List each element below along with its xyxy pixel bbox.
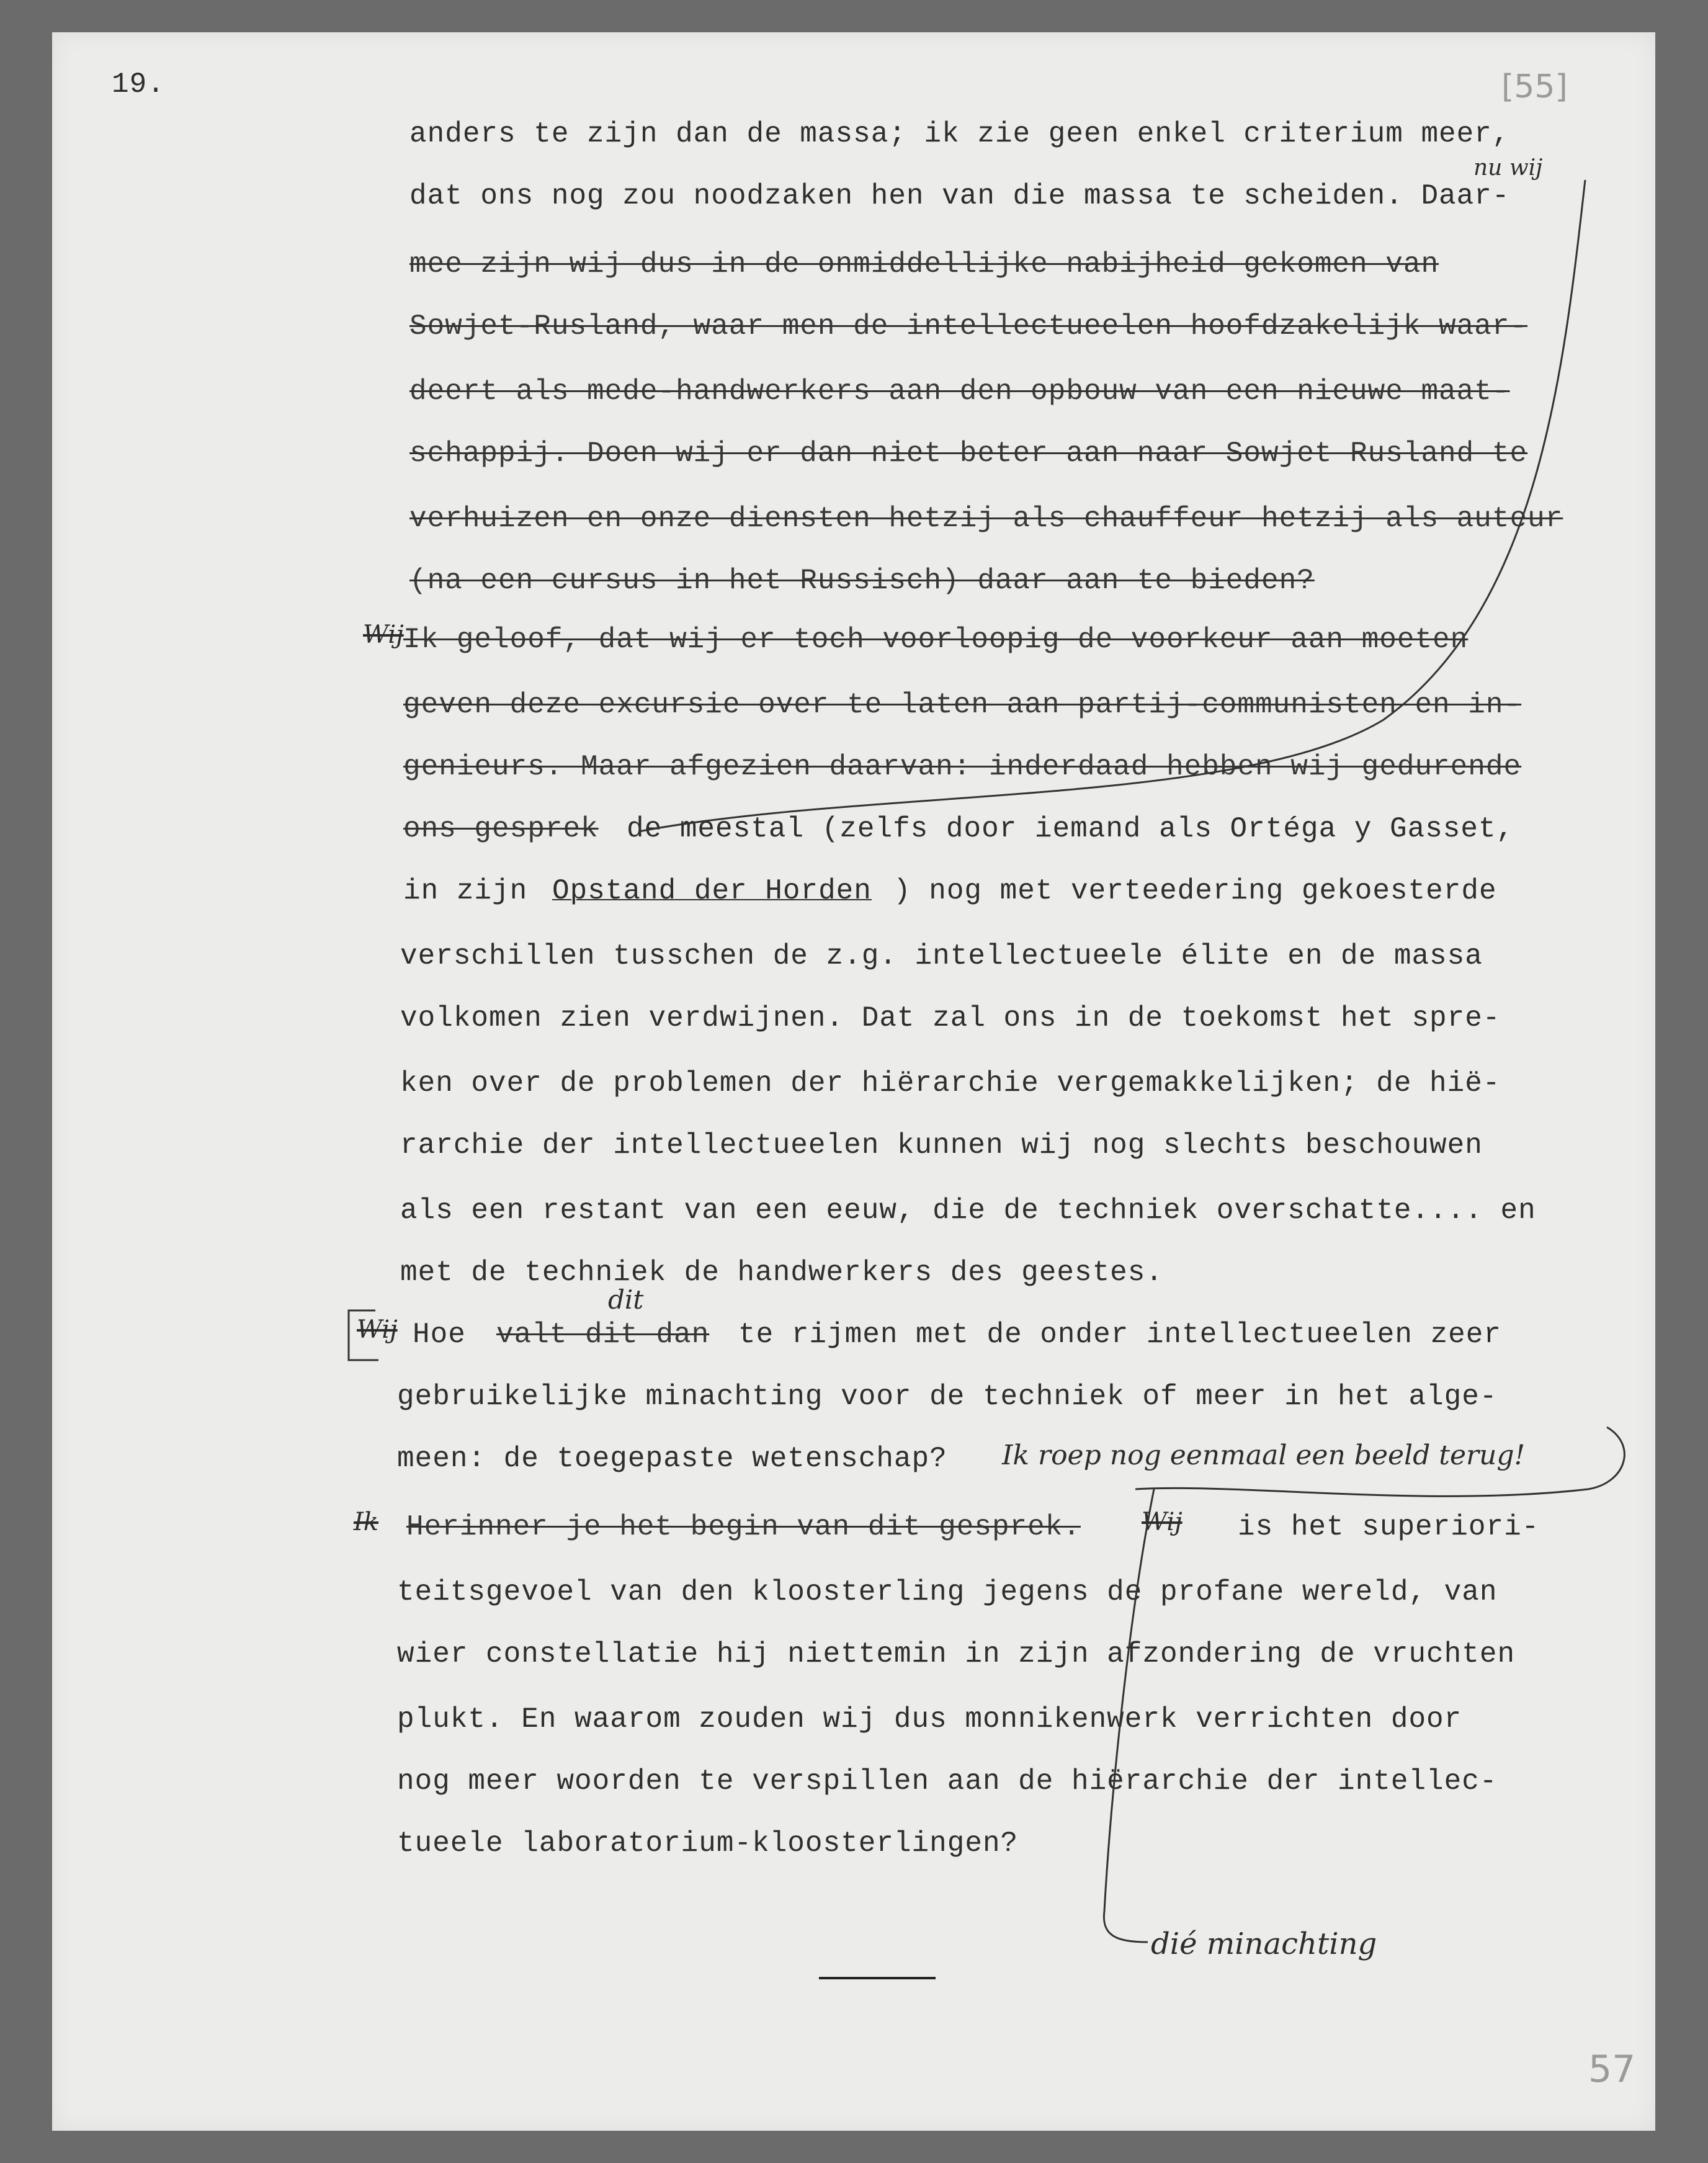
- text-line-12b: de meestal (zelfs door iemand als Ortéga y Gasset,: [627, 813, 1514, 845]
- text-line-20c: te rijmen met de onder intellectueelen zeer: [738, 1319, 1501, 1351]
- text-line-4-struck: Sowjet-Rusland, waar men de intellectueelen hoofdzakelijk waar-: [409, 310, 1528, 343]
- text-line-19: met de techniek de handwerkers des geestes.: [400, 1256, 1163, 1289]
- text-line-10-struck: geven deze excursie over te laten aan partij-communisten en in-: [403, 689, 1522, 721]
- text-line-22: meen: de toegepaste wetenschap?: [397, 1443, 947, 1475]
- annotation-nu-wij: nu wij: [1473, 155, 1543, 181]
- text-line-7-struck: verhuizen en onze diensten hetzij als chauffeur hetzij als auteur: [409, 503, 1563, 535]
- text-line-26: plukt. En waarom zouden wij dus monnikenwerk verrichten door: [397, 1703, 1462, 1735]
- text-line-27: nog meer woorden te verspillen aan de hiërarchie der intellec-: [397, 1765, 1498, 1798]
- text-line-15: volkomen zien verdwijnen. Dat zal ons in de toekomst het spre-: [400, 1002, 1501, 1034]
- text-line-21: gebruikelijke minachting voor de techniek of meer in het alge-: [397, 1381, 1498, 1413]
- text-line-3-struck: mee zijn wij dus in de onmiddellijke nabijheid gekomen van: [409, 248, 1439, 280]
- page-number: 19.: [112, 68, 165, 101]
- annotation-roep-terug: Ik roep nog eenmaal een beeld terug!: [1002, 1440, 1526, 1471]
- margin-mark-wij: Wij: [363, 620, 404, 649]
- text-line-23a-struck: Herinner je het begin van dit gesprek.: [406, 1511, 1081, 1543]
- annotation-dit: dit: [608, 1284, 644, 1315]
- text-line-20b-struck: valt dit dan: [496, 1319, 710, 1351]
- text-line-11-struck: genieurs. Maar afgezien daarvan: inderdaad hebben wij gedurende: [403, 751, 1522, 783]
- book-title-underlined: Opstand der Horden: [552, 875, 872, 907]
- text-line-5-struck: deert als mede-handwerkers aan den opbouw van een nieuwe maat-: [409, 375, 1510, 408]
- annotation-die-minachting: dié minachting: [1151, 1927, 1377, 1961]
- text-line-16: ken over de problemen der hiërarchie vergemakkelijken; de hië-: [400, 1067, 1501, 1099]
- text-line-6-struck: schappij. Doen wij er dan niet beter aan naar Sowjet Rusland te: [409, 437, 1528, 470]
- text-line-28: tueele laboratorium-kloosterlingen?: [397, 1827, 1019, 1860]
- text-line-1: anders te zijn dan de massa; ik zie geen enkel criterium meer,: [409, 118, 1510, 150]
- text-line-9-struck: Ik geloof, dat wij er toch voorloopig de voorkeur aan moeten: [403, 624, 1469, 656]
- text-line-17: rarchie der intellectueelen kunnen wij nog slechts beschouwen: [400, 1129, 1483, 1162]
- text-line-12a-struck: ons gesprek: [403, 813, 599, 845]
- text-line-8-struck: (na een cursus in het Russisch) daar aan te bieden?: [409, 565, 1315, 597]
- text-line-2: dat ons nog zou noodzaken hen van die massa te scheiden. Daar-: [409, 180, 1510, 212]
- text-line-18: als een restant van een eeuw, die de techniek overschatte.... en: [400, 1194, 1536, 1227]
- text-line-25: wier constellatie hij niettemin in zijn afzondering de vruchten: [397, 1638, 1516, 1670]
- margin-mark-ik: Ik: [354, 1508, 379, 1536]
- margin-mark-wij-2: Wij: [357, 1315, 398, 1344]
- text-line-14: verschillen tusschen de z.g. intellectueele élite en de massa: [400, 940, 1483, 972]
- text-line-20a: Hoe: [413, 1319, 466, 1351]
- archive-corner-mark: 57: [1588, 2048, 1636, 2091]
- text-line-13c: ) nog met verteedering gekoesterde: [893, 875, 1497, 907]
- text-line-23b: is het superiori-: [1238, 1511, 1540, 1543]
- annotation-wij: Wij: [1142, 1508, 1183, 1536]
- text-line-13a: in zijn: [403, 875, 528, 907]
- text-line-24: teitsgevoel van den kloosterling jegens de profane wereld, van: [397, 1576, 1498, 1608]
- archive-page-number: [55]: [1501, 68, 1568, 105]
